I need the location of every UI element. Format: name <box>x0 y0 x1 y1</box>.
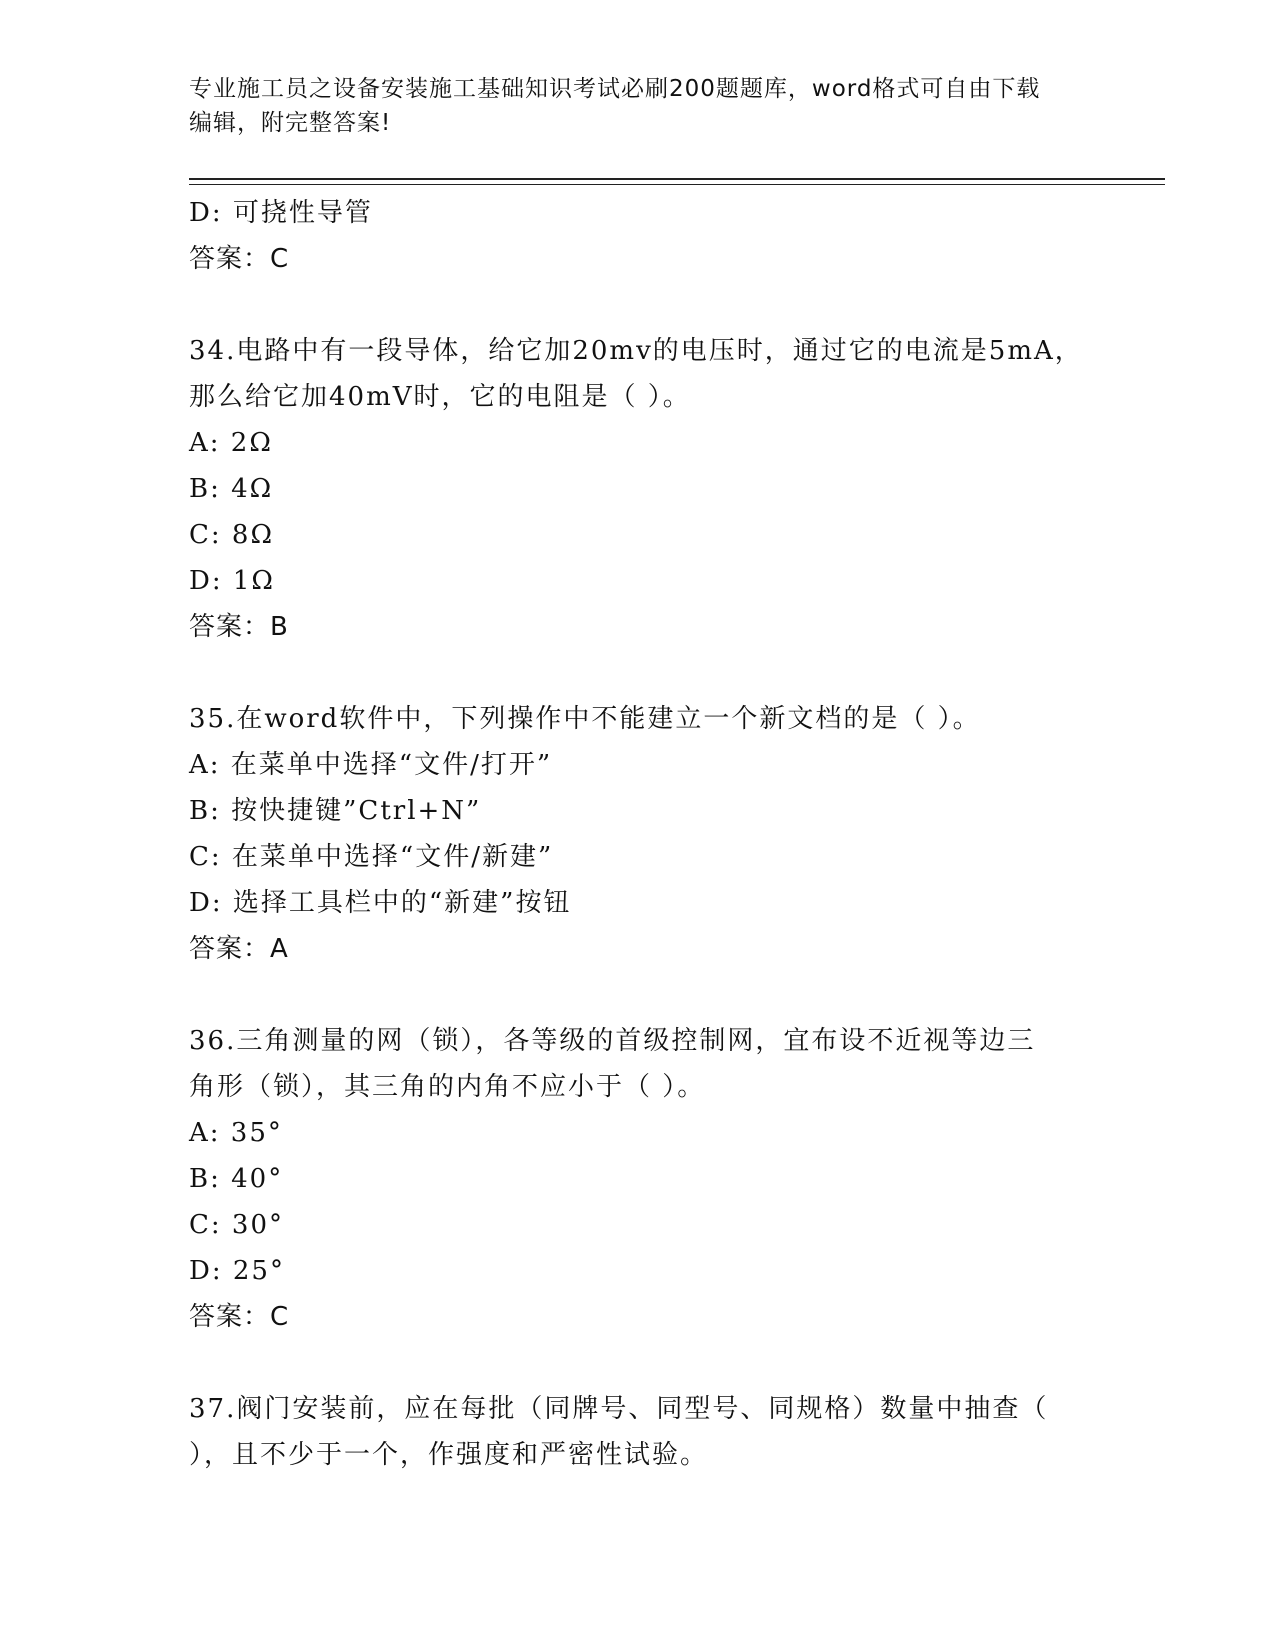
option-d: D: 1Ω <box>189 566 275 596</box>
option-b: B: 按快捷键”Ctrl+N” <box>189 796 482 826</box>
answer-label: 答案：B <box>189 612 289 642</box>
question-block-37 <box>189 1386 1089 1478</box>
option-d: D: 25° <box>189 1256 285 1286</box>
question-title: 35.在word软件中，下列操作中不能建立一个新文档的是（ ）。 <box>189 704 981 734</box>
option-a: A: 35° <box>189 1118 283 1148</box>
header-divider-thin <box>189 184 1165 185</box>
option-c: C: 在菜单中选择“文件/新建” <box>189 842 554 872</box>
answer-label: 答案：C <box>189 244 290 274</box>
question-block-partial <box>189 190 1089 282</box>
option-d: D: 可挠性导管 <box>189 198 373 228</box>
question-block-36 <box>189 1018 1089 1340</box>
header-line-2: 编辑，附完整答案! <box>189 110 392 136</box>
question-title: 34.电路中有一段导体，给它加20mv的电压时，通过它的电流是5mA， <box>189 336 1083 366</box>
question-list <box>189 190 1089 1478</box>
answer-label: 答案：C <box>189 1302 290 1332</box>
question-title: 36.三角测量的网（锁），各等级的首级控制网，宜布设不近视等边三 <box>189 1026 1036 1056</box>
option-d: D: 选择工具栏中的“新建”按钮 <box>189 888 572 918</box>
option-b: B: 4Ω <box>189 474 274 504</box>
header-divider-thick <box>189 178 1165 180</box>
option-a: A: 在菜单中选择“文件/打开” <box>189 750 553 780</box>
option-a: A: 2Ω <box>189 428 273 458</box>
answer-label: 答案：A <box>189 934 289 964</box>
question-title-continued: 那么给它加40mV时，它的电阻是（ ）。 <box>189 382 691 412</box>
header-line-1: 专业施工员之设备安装施工基础知识考试必刷200题题库，word格式可自由下载 <box>189 76 1041 102</box>
question-block-35 <box>189 696 1089 972</box>
option-b: B: 40° <box>189 1164 284 1194</box>
option-c: C: 8Ω <box>189 520 275 550</box>
question-block-34 <box>189 328 1089 650</box>
question-title: 37.阀门安装前，应在每批（同牌号、同型号、同规格）数量中抽查（ <box>189 1394 1049 1424</box>
option-c: C: 30° <box>189 1210 285 1240</box>
question-title-continued: ），且不少于一个，作强度和严密性试验。 <box>189 1440 709 1470</box>
question-title-continued: 角形（锁），其三角的内角不应小于（ ）。 <box>189 1072 706 1102</box>
document-header <box>189 72 1079 140</box>
